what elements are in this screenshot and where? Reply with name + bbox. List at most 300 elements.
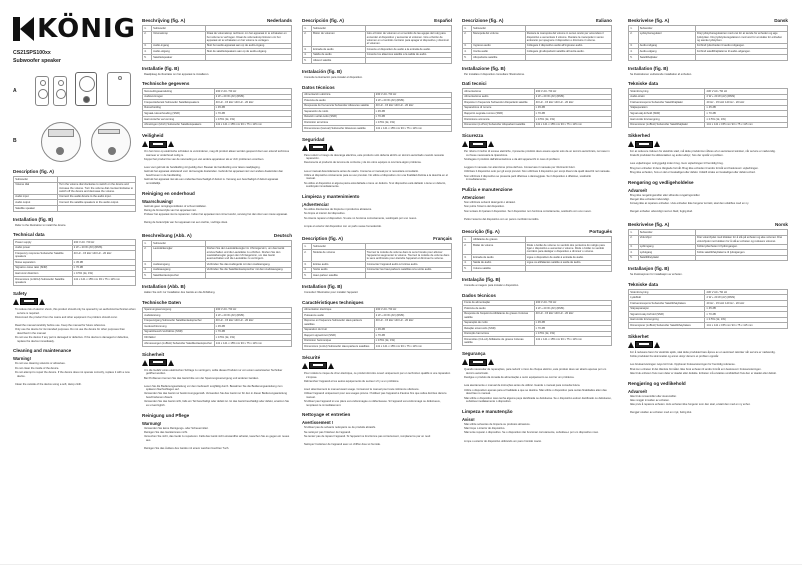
description-heading: Descrição (fig. A) Português [462, 229, 612, 235]
technical-data-heading: Dados técnicos [462, 292, 496, 298]
description-heading: Beskrivelse (fig. A) Dansk [628, 18, 788, 23]
table-cell: Klirrfaktor [143, 335, 215, 341]
table-cell: Satellithøjttaler [638, 55, 695, 61]
table-cell: ≥ 45 dB [374, 109, 451, 115]
warning-triangle-icon [328, 363, 334, 369]
table-cell: 2. [463, 31, 472, 43]
warning-heading: Aviso! [462, 416, 475, 422]
column-4 [462, 13, 612, 444]
table-cell: 5. [629, 55, 639, 61]
installation-heading: Installation (fig. B) [628, 65, 669, 71]
technical-data-table [628, 88, 788, 128]
caution-label [302, 362, 452, 370]
table-row [629, 255, 788, 261]
cleaning-item: Reinigen Sie das Geräteinnere nicht. [144, 431, 188, 435]
cleaning-item: No intente reparar el dispositivo. Si este no funciona correctamente, sustitúyalo por uno nuevo. [304, 216, 417, 220]
table-row [303, 273, 452, 279]
table-row [303, 58, 452, 64]
table-cell: 230 V AC / 50 Hz [214, 89, 291, 95]
warning-heading: Warning! [13, 356, 31, 362]
technical-data-table [462, 300, 612, 347]
installation-text: Per installare il dispositivo consultare l'illustrazione. [464, 72, 525, 76]
installation-heading: Instalação (fig. B) [462, 276, 501, 282]
table-cell: Power supply [14, 240, 73, 246]
safety-item: Lesen Sie die Bedienungsanleitung vor dem Gebrauch sorgfältig durch. Bewahren Sie die Bedienungsanleitung zum späteren Nachschlagen auf. [144, 384, 283, 392]
cleaning-item: Não limpe o interior do dispositivo. [464, 427, 506, 431]
table-cell: 5. [303, 58, 312, 64]
table-cell: Harmonic distortion [14, 271, 73, 277]
description-heading: Beschrijving (fig. A) Nederlands [142, 18, 292, 23]
satellite-speaker-right-image [53, 76, 67, 106]
table-row [463, 311, 612, 320]
table-cell: Lydeffekt [629, 295, 705, 301]
warning-triangle-icon [654, 141, 660, 147]
installation-text: Se illustrationen vedrørende installation af enheden. [630, 72, 693, 76]
table-cell: Altoparlante satellite [471, 55, 525, 61]
table-cell: ≤ 0.5% (1k, 1W) [214, 335, 291, 341]
safety-item: Desconecte el producto de la toma de corriente y de los otros equipos si ocurriera algún problema. [304, 161, 422, 165]
installation-heading: Installation (fig. B) [13, 216, 54, 222]
caution-shock-icon [309, 362, 327, 369]
cleaning-item: Non pulire l'interno del dispositivo. [464, 205, 505, 209]
caution-label [462, 358, 612, 366]
table-cell: 141 x 141 x 155 mm 93 x 75 x 115 mm [374, 125, 451, 131]
table-cell: Distorsión armónica [303, 120, 375, 126]
table-cell: Signal-to-noise ratio (SNR) [14, 265, 73, 271]
cleaning-heading: Pulizia e manutenzione [462, 187, 513, 193]
table-cell: ≥ 70 dB [72, 265, 135, 271]
cleaning-item: Non tentare di riparare il dispositivo. Se il dispositivo non funziona correttamente, sostituirlo con uno nuovo. [464, 209, 592, 213]
safety-item: Om het risico op elektrische schokken te verminderen, mag dit product alleen worden geopend door een erkend technicus wanneer er onderhoud nodig is. [144, 150, 290, 157]
cleaning-heading: Limpeza e manutenção [462, 408, 513, 414]
table-cell: 2. [463, 242, 472, 254]
table-cell: Ruisscheiding [143, 105, 215, 111]
table-cell: Koble satellitthøyttalerne til lydutgangen. [695, 250, 787, 256]
table-cell: ≥ 45 dB [534, 105, 611, 111]
table-cell: 141 x 141 x 155 mm 93 x 75 x 115 mm [374, 344, 451, 350]
table-cell: Botón de volumen [311, 31, 365, 47]
table-cell: Støyseparasjon [629, 306, 705, 312]
warning-heading: ¡Advertencia! [302, 202, 329, 208]
safety-item: Utilize o dispositivo apenas para a finalidade a que se destina. Não utilize o dispositivo para outras finalidades além das descritas no manual. [464, 388, 607, 396]
warning-triangle-icon [302, 145, 308, 151]
language-label: Deutsch [273, 233, 292, 239]
table-cell: Relación señal-ruido (SNR) [303, 114, 375, 120]
safety-item: Utilice el dispositivo únicamente para su uso previsto. No utilice el dispositivo con una finalidad distinta a la descrita en el manual. [304, 173, 448, 181]
table-cell: ≥ 45 dB [705, 105, 788, 111]
safety-item: Para reducir el riesgo de descarga eléctrica, este producto solo debería abrirlo un técnico autorizado cuando necesite reparación. [304, 153, 444, 161]
table-cell: 230 V AC / 50 Hz [534, 300, 611, 306]
table-cell: Strømforsyning [629, 289, 705, 295]
technical-data-heading: Technische gegevens [142, 81, 190, 87]
table-cell: Salida de audio [311, 52, 365, 58]
table-row [14, 251, 136, 260]
table-cell: Alimentation électrique [303, 307, 375, 313]
table-cell: Risposta in frequenza Subwoofer Altoparlanti satellite [463, 100, 535, 106]
safety-item: No utilice el dispositivo si alguna pieza está dañada o tiene un defecto. Si el dispositivo está dañado o tiene un defecto, sustitúyalo inmediatamente. [304, 181, 446, 189]
subwoofer-back-image [107, 72, 131, 106]
table-cell: Noise separation [14, 260, 73, 266]
safety-item: Læs vejledningen omhyggeligt inden brug. Gem vejledningen til fremtidig brug. [630, 162, 724, 166]
table-cell: 3. [629, 244, 639, 250]
cleaning-item: Limpe o exterior do dispositivo utilizando um pano húmido macio. [464, 439, 542, 443]
cleaning-item: No limpie el interior del dispositivo. [304, 212, 346, 216]
safety-heading: Sikkerhet [628, 333, 649, 339]
safety-item: Utilizzare il dispositivo solo per gli scopi previsti. Non utilizzare il dispositivo per scopi diversi da quelli descritti nel manuale. [464, 170, 611, 174]
cleaning-item: Ikke bruk rensemidler eller skuremidler. [630, 394, 677, 398]
table-cell: Alimentación eléctrica [303, 92, 375, 98]
technical-data-table [142, 88, 292, 128]
table-cell: 2. [143, 246, 152, 262]
safety-item: Verwenden Sie das Gerät nicht, falls ein Teil beschädigt oder defekt ist. Ist das Gerät beschädigt oder defekt, ersetzen Sie es unverzüglich. [144, 400, 290, 408]
safety-item: Read the manual carefully before use. Keep the manual for future reference. [15, 323, 106, 327]
section-deutsch [142, 233, 292, 451]
table-row [463, 266, 612, 272]
safety-item: Gebruik het apparaat uitsluitend voor de beoogde doeleinden. Gebruik het apparaat niet voor andere doeleinden dan beschreven in de handleiding. [144, 170, 283, 178]
language-label: Dansk [774, 18, 788, 23]
table-cell: Rapport signal-bruit (SNR) [303, 333, 375, 339]
table-cell: Dimensjoner (LxBxH) Subwoofer Satellitthøyttalere [629, 323, 705, 329]
table-cell: 4. [143, 267, 152, 273]
column-1 [13, 13, 136, 387]
table-cell: Forbind lydenheden til audio-indgangen. [695, 43, 787, 49]
table-cell: Sluit het audio-apparaat aan op de audio-ingang. [205, 43, 291, 49]
table-cell: ≥ 70 dB [705, 111, 788, 117]
safety-item: Desligue o produto da tomada de alimentação e outro equipamento se ocorrer um problema. [464, 376, 575, 380]
table-cell: Draai de volumeknop rechtsom om het apparaat in te schakelen en het volume te verhogen. Draai de volumeknop linksom om het apparaat uit te schakelen en het volume te verlagen. [205, 31, 291, 43]
cleaning-item: Rengør ikke enheden indvendigt. [630, 198, 670, 202]
table-cell: 5. [629, 255, 639, 261]
section-norsk [628, 222, 788, 415]
table-cell [57, 206, 135, 212]
cleaning-heading: Limpieza y mantenimiento [302, 194, 360, 200]
table-cell: 4. [303, 267, 312, 273]
table-cell: Audio-udgang [638, 49, 695, 55]
cleaning-item: Limpie el exterior del dispositivo con un paño suave humedecido. [304, 224, 382, 228]
table-cell: 4. [143, 49, 152, 55]
table-cell: Gire el botón de volumen en el sentido de las agujas del reloj para encender el dispositivo y aumentar el volumen. Gire el botón de volumen en el sentido contrario para apagar el dispositivo y disminuir el volumen. [365, 31, 451, 47]
table-cell: Lydinngang [638, 244, 695, 250]
table-cell: Signal-til-støy-forhold (SNR) [629, 312, 705, 318]
safety-heading: Veiligheid [142, 133, 164, 139]
technical-data-table [142, 307, 292, 347]
table-cell: 1. [629, 26, 639, 32]
safety-heading: Segurança [462, 351, 486, 357]
safety-item: Brug kun enheden til dens tilsigtede formål. Brug ikke enheden til andre formål end beskrevet i vejledningen. [630, 166, 759, 170]
section-português [462, 229, 612, 443]
connection-detail-1-image [41, 122, 81, 162]
table-cell: 141 x 141 x 155 mm 93 x 75 x 115 mm [214, 340, 291, 346]
table-cell: Volume dial [14, 182, 58, 194]
language-label: Italiano [595, 18, 612, 23]
table-cell [205, 273, 291, 279]
table-cell: 3. [303, 47, 312, 53]
table-cell: Sluit de satellietspeakers aan op de audio-uitgang. [205, 49, 291, 55]
table-cell: 40 Hz - 15 kHz 140 Hz - 20 kHz [534, 311, 611, 320]
table-cell: 1. [463, 237, 472, 243]
description-table [302, 243, 452, 279]
table-cell: Molette de volume [311, 249, 365, 261]
table-cell: Audioleistung [143, 313, 215, 319]
table-cell: Ligue o dispositivo de áudio à entrada de áudio. [525, 255, 611, 261]
description-table [142, 25, 292, 61]
installation-text: Consultez l'illustration pour installer l'appareil. [304, 290, 359, 294]
table-cell: Uscita audio [471, 49, 525, 55]
table-cell: Distorsione armonica [463, 117, 535, 123]
warning-heading: Avertissement ! [302, 420, 334, 426]
table-cell: ≥ 45 dB [374, 327, 451, 333]
table-cell: 3. [629, 43, 639, 49]
caution-label [628, 140, 788, 148]
table-cell: Strømforsyning [629, 89, 705, 95]
safety-item: Bruk kun enheten til det tiltenkte formålet. Ikke bruk enheten til andre formål enn beskrevet i bruksanvisningen. [630, 367, 762, 371]
table-cell: Signal-støj-forhold (SNR) [629, 111, 705, 117]
technical-data-heading: Technische Daten [142, 299, 181, 305]
safety-item: Do not use the device if any part is damaged or defective. If the device is damaged or defective, replace the device immediately. [15, 336, 129, 343]
description-table [462, 25, 612, 61]
table-row [303, 344, 452, 350]
description-table [302, 25, 452, 64]
technical-data-table [302, 92, 452, 132]
safety-heading: Sécurité [302, 354, 321, 360]
cleaning-heading: Cleaning and maintenance [13, 348, 72, 354]
safety-item: Lea el manual detenidamente antes de usarlo. Conserve el manual por si necesitara consultarlo. [304, 169, 419, 173]
table-cell: Resposta de frequência Altifalante de graves Colunas satélite [463, 311, 535, 320]
table-cell: Subwoofer [14, 177, 58, 183]
table-cell: Harmonische vervorming [143, 117, 215, 123]
table-row [14, 206, 136, 212]
page-bottom-edge [0, 564, 802, 565]
konig-logo-icon [13, 17, 31, 41]
warning-triangle-icon [142, 141, 148, 147]
cleaning-item: Reinig de buitenzijde van het apparaat met een zachte, vochtige doek. [144, 221, 228, 225]
table-cell: 3. [463, 255, 472, 261]
table-cell: 1. [629, 230, 639, 236]
table-cell: Distorção harmónica [463, 331, 535, 337]
description-table [462, 236, 612, 272]
warning-heading: Advarsel! [628, 388, 648, 394]
table-cell: 141 x 141 x 155 mm 93 x 75 x 115 mm [705, 323, 788, 329]
connection-detail-2-image [91, 122, 131, 162]
safety-item: Disconnect the product from the mains and other equipment if a problem should occur. [15, 315, 118, 319]
technical-data-table [13, 239, 136, 286]
installation-text: Se illustrasjonen for installasjon av enheten. [630, 273, 683, 277]
caution-label [142, 140, 292, 148]
table-cell: ≥ 45 dB [214, 105, 291, 111]
table-cell: Lydstyrkeregulator [638, 31, 695, 43]
section-italiano [462, 18, 612, 221]
warning-triangle-icon [328, 145, 334, 151]
warning-triangle-icon [488, 141, 494, 147]
table-cell: 230 V AC / 50 Hz [705, 89, 788, 95]
table-cell: ≥ 70 dB [214, 329, 291, 335]
table-cell: 1. [463, 26, 472, 32]
cleaning-item: Ikke prøv å reparere enheten. Hvis enheten ikke fungerer som den skal, erstatt den med en ny enhet. [630, 403, 751, 407]
technical-data-table [462, 88, 612, 128]
table-cell: 1. [143, 241, 152, 247]
safety-item: To reduce risk of electric shock, this product should only be opened by an authorized technician when service is required. [15, 307, 136, 315]
installation-heading: Installasjon (fig. B) [628, 266, 670, 272]
table-row [14, 276, 136, 285]
table-cell: ≤ 0.5% (1k, 1W) [374, 120, 451, 126]
table-cell [525, 266, 611, 272]
cleaning-item: Do not clean the inside of the device. [15, 366, 60, 370]
cleaning-item: Não tente reparar o dispositivo. Se o dispositivo não funcionar corretamente, substitua-o por um dispositivo novo. [464, 431, 599, 435]
cleaning-item: Brug ikke rengøringsmidler eller slibende rengøringsmidler. [630, 193, 701, 197]
table-cell: 141 x 141 x 155 mm 93 x 75 x 115 mm [534, 337, 611, 346]
safety-item: For at reducere risikoen for elektrisk stød, må dette produkt kun åbnes af en autoriseret tekniker, når service er nødvendig. [630, 150, 776, 154]
safety-item: Ikke bruk enheten hvis noen deler er skadet eller defekte. Enheten må erstattes umiddelbart hvis den er skadet eller defekt. [630, 371, 777, 375]
table-cell: ≥ 70 dB [214, 111, 291, 117]
table-cell: Séparation du bruit [303, 327, 375, 333]
table-cell: 230 V AC / 50 Hz [534, 89, 611, 95]
table-cell: ≥ 70 dB [534, 111, 611, 117]
table-cell: 4. [303, 52, 312, 58]
warning-triangle-icon [168, 360, 174, 366]
table-cell: 141 x 141 x 155 mm 93 x 75 x 115 mm [705, 122, 788, 128]
table-cell: Rapporto segnale-rumore (SNR) [463, 111, 535, 117]
table-cell: Haut-parleur satellite [311, 273, 365, 279]
warning-heading: Waarschuwing! [142, 198, 173, 204]
table-cell: 5. [463, 55, 472, 61]
table-cell: 230 V AC / 50 Hz [374, 307, 451, 313]
table-cell: Dimensões (CxLxA) Altifalante de graves Colunas satélite [463, 337, 535, 346]
table-row [463, 55, 612, 61]
table-row [629, 122, 788, 128]
warning-triangle-icon [302, 363, 308, 369]
cleaning-item: Reinigen Sie das Äußere des Geräts mit einem weichen feuchten Tuch. [144, 447, 230, 451]
table-cell [365, 273, 451, 279]
safety-item: Non utilizzare il dispositivo se presenta parti difettose o danneggiate. Se il dispositivo è difettoso, sostituirlo immediatamente. [464, 174, 591, 182]
cleaning-item: Gebruik geen reinigingsmiddelen of schuurmiddelen. [144, 204, 207, 208]
cleaning-item: Não utilize solventes de limpeza ou produtos abrasivos. [464, 422, 531, 426]
table-cell: Entrada de áudio [471, 255, 525, 261]
caution-shock-icon [149, 141, 167, 148]
table-row [629, 55, 788, 61]
caution-shock-icon [635, 141, 653, 148]
table-cell: 2. [143, 31, 152, 43]
table-cell: Verbinden Sie die Satellitenlautsprecher mit dem Audioausgang. [205, 267, 291, 273]
table-cell: ≤ 0.5% (1k, 1W) [534, 117, 611, 123]
table-cell: Ligue os altifalantes satélite à saída de áudio. [525, 260, 611, 266]
warning-triangle-icon [142, 360, 148, 366]
caution-shock-icon [20, 298, 38, 305]
table-cell: Connect the audio device to the audio input. [57, 194, 135, 200]
safety-item: Um die Gefahr eines elektrischen Schlags zu verringern, sollte dieses Produkt nur von einem autorisierten Techniker geöffnet werden. [144, 368, 283, 376]
table-cell: 141 x 141 x 155 mm 93 x 75 x 115 mm [72, 276, 135, 285]
caution-shock-icon [309, 144, 327, 151]
table-cell: Subwoofer [311, 26, 365, 32]
safety-item: Frakobl produktet fra stikkontakten og andet udstyr, hvis der opstår et problem. [630, 154, 724, 158]
model-number: CS21SPS100xx [13, 50, 51, 56]
table-cell: Audio-ingang [151, 43, 205, 49]
safety-item: Bei Problemen trennen Sie das Gerät bitte von der Spannungsversorgung und anderen Geräten. [144, 376, 260, 380]
safety-heading: Seguridad [302, 136, 325, 142]
table-cell: ≤ 0.5% (1k, 1W) [534, 331, 611, 337]
table-cell: 2 W + 20 W (AV) (RMS) [705, 94, 788, 100]
safety-item: Quando necessitar de reparações, para reduzir o risco de choque elétrico, este produto deve ser aberto apenas por um técnico autorizado. [464, 368, 607, 375]
installation-text: Consulte a imagem para instalar o dispositivo. [464, 283, 519, 287]
table-cell: ≤ 0.5% (1k, 1W) [705, 317, 788, 323]
table-cell: Potencia de audio [303, 98, 375, 104]
table-cell: 4. [463, 260, 472, 266]
table-cell: Frekvensrespons Subwoofer Satellithøjttaler [629, 100, 705, 106]
table-cell: Dimensioni (LxPxA) Subwoofer Altoparlanti satellite [463, 122, 535, 128]
column-3 [302, 13, 452, 447]
table-cell: ≥ 70 dB [374, 333, 451, 339]
table-cell: 1. [143, 26, 152, 32]
section-english [13, 169, 136, 386]
warning-triangle-icon [13, 299, 19, 305]
table-cell: 40 Hz - 15 kHz 140 Hz - 20 kHz [72, 251, 135, 260]
warning-triangle-icon [168, 141, 174, 147]
cleaning-item: Do not use cleaning solvents or abrasives. [15, 362, 66, 366]
table-cell: Audio-strøm [629, 94, 705, 100]
table-cell: Separación de ruido [303, 109, 375, 115]
language-label: Norsk [774, 222, 788, 228]
table-cell: Abmessungen (LxBxH) Subwoofer Satellitenlautsprecher [144, 341, 213, 345]
table-cell: 5. [303, 273, 312, 279]
warning-triangle-icon [628, 141, 634, 147]
table-cell: Volumhjul [638, 235, 695, 244]
table-row [143, 246, 292, 262]
table-cell: Audioeingang [151, 262, 205, 268]
table-cell: Altavoz satélite [311, 58, 365, 64]
warning-triangle-icon [462, 359, 468, 365]
table-cell: Spannungsversorgung [143, 307, 215, 313]
table-cell: Collegare gli altoparlanti satellite all'uscita audio. [525, 49, 611, 55]
table-cell: 2 W + 20 W (AV) (RMS) [705, 295, 788, 301]
column-2 [142, 13, 292, 451]
table-cell: Potência de áudio [463, 306, 535, 312]
warning-triangle-icon [462, 141, 468, 147]
installation-heading: Installatie (fig. B) [142, 65, 180, 71]
table-row [629, 31, 788, 43]
section-dansk [628, 18, 788, 214]
table-cell: Subwoofer [151, 241, 205, 247]
cleaning-item: N'utilisez pas de solvants nettoyants ou de produits abrasifs. [304, 426, 376, 430]
table-cell: Harmonisk forvrængning [629, 117, 705, 123]
table-cell: Afmetingen (lxbxh) Subwoofer Satellietspeakers [143, 122, 215, 128]
table-row [629, 235, 788, 244]
table-cell: 40 Hz - 15 kHz 140 Hz - 20 kHz [214, 100, 291, 106]
installation-text: Raadpleeg de illustratie om het apparaat te installeren. [144, 72, 210, 76]
table-cell: Audio-uitgang [151, 49, 205, 55]
table-cell: Ingresso audio [471, 43, 525, 49]
table-cell: 230 V AC / 50 Hz [72, 240, 135, 246]
safety-item: Scollegare il prodotto dall'alimentazione e da altri apparecchi in caso di problemi. [464, 158, 561, 162]
technical-data-heading: Technical data [13, 232, 45, 238]
table-cell: ≥ 70 dB [534, 326, 611, 332]
table-cell: 2 W + 20 W (AV) (RMS) [214, 313, 291, 319]
table-cell: 2 W + 20 W (AV) (RMS) [374, 98, 451, 104]
table-cell: Satellietspeaker [151, 55, 205, 61]
cleaning-item: Pulire l'esterno del dispositivo con un panno morbido inumidito. [464, 217, 540, 221]
cleaning-item: Verwenden Sie keine Reinigungs- oder Scheuermittel. [144, 426, 209, 430]
figure-a-label: A [13, 88, 17, 94]
table-cell: Conecte los altavoces satélite a la salida de audio. [365, 52, 451, 58]
table-cell: Harmonisk forvrengning [629, 317, 705, 323]
table-row [303, 318, 452, 327]
warning-heading: Attenzione! [462, 195, 485, 201]
installation-heading: Installazione (fig. B) [462, 65, 506, 71]
table-cell: Coluna satélite [471, 266, 525, 272]
description-heading: Description (fig. A) [13, 169, 54, 174]
safety-item: Les bruksanvisningen nøye før bruk. Oppbevar bruksanvisningen for fremtidig referanse. [630, 363, 736, 367]
brand-name: KÖNIG [37, 14, 136, 44]
table-cell: Entrada de audio [311, 47, 365, 53]
safety-heading: Sicurezza [462, 133, 484, 139]
